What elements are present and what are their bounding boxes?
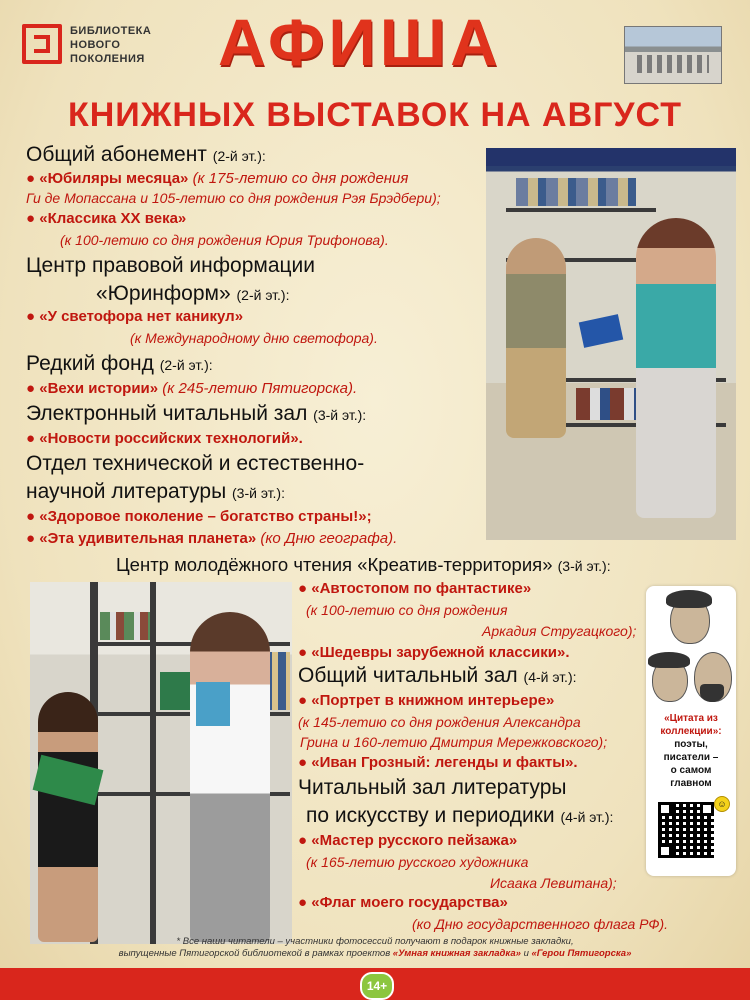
- exhibition-item: ● «Вехи истории» (к 245-летию Пятигорска).: [26, 380, 358, 397]
- exhibition-note: (к 165-летию русского художника: [306, 854, 529, 870]
- exhibition-note: (ко Дню государственного флага РФ).: [412, 916, 669, 932]
- age-rating-badge: 14+: [360, 972, 394, 1000]
- exhibition-note: Ги де Мопассана и 105-летию со дня рождения Рэя Брэдбери);: [26, 190, 441, 206]
- qr-code[interactable]: [656, 800, 716, 860]
- exhibition-item: ● «Новости российских технологий».: [26, 430, 303, 447]
- dept-technical-literature: Отдел технической и естественно-: [26, 452, 365, 475]
- exhibition-item: ● «Иван Грозный: легенды и факты».: [298, 754, 578, 771]
- dept-youth-reading-center: Центр молодёжного чтения «Креатив-территория» (3-й эт.):: [116, 554, 611, 575]
- exhibition-item: ● «Юбиляры месяца» (к 175-летию со дня рождения: [26, 170, 409, 187]
- smiley-icon: ☺: [714, 796, 730, 812]
- footnote: * Все наши читатели – участники фотосессий получают в подарок книжные закладки, выпущенные Пятигорской библиотекой в рамках проектов «Умная книжная закладка» и «Герои Пятигорска»: [118, 936, 632, 959]
- exhibition-note: Исаака Левитана);: [490, 875, 617, 891]
- exhibition-note: (к Международному дню светофора).: [130, 330, 378, 346]
- exhibition-note: Грина и 160-летию Дмитрия Мережковского);: [300, 734, 608, 750]
- dept-art-periodicals-2: по искусству и периодики (4-й эт.):: [306, 804, 614, 827]
- dept-general-lending: Общий абонемент (2-й эт.):: [26, 143, 266, 166]
- exhibition-item: ● «Флаг моего государства»: [298, 894, 508, 911]
- dept-rare-books: Редкий фонд (2-й эт.):: [26, 352, 213, 375]
- exhibition-note: (к 100-летию со дня рождения Юрия Трифонова).: [60, 232, 389, 248]
- dept-legal-info-name: «Юринформ» (2-й эт.):: [96, 282, 290, 305]
- page-title: АФИША: [218, 5, 502, 79]
- dept-technical-literature-2: научной литературы (3-й эт.):: [26, 480, 285, 503]
- exhibition-note: Аркадия Стругацкого);: [482, 623, 637, 639]
- exhibition-note: (к 100-летию со дня рождения: [306, 602, 508, 618]
- exhibition-note: (к 145-летию со дня рождения Александра: [298, 714, 581, 730]
- dept-general-reading-room: Общий читальный зал (4-й эт.):: [298, 664, 577, 687]
- library-building-photo: [624, 26, 722, 84]
- dept-legal-info: Центр правовой информации: [26, 254, 316, 277]
- exhibition-item: ● «У светофора нет каникул»: [26, 308, 244, 325]
- quote-collection-panel: [646, 586, 736, 876]
- exhibition-item: ● «Мастер русского пейзажа»: [298, 832, 518, 849]
- quote-collection-caption: «Цитата из коллекции»: поэты, писатели – о самом главном: [660, 713, 722, 789]
- exhibition-item: ● «Эта удивительная планета» (ко Дню географа).: [26, 530, 398, 547]
- photo-girls-with-books: [30, 582, 292, 944]
- dept-electronic-reading-room: Электронный читальный зал (3-й эт.):: [26, 402, 367, 425]
- exhibition-item: ● «Классика ХХ века»: [26, 210, 187, 227]
- library-logo-text: БИБЛИОТЕКА НОВОГО ПОКОЛЕНИЯ: [70, 25, 152, 65]
- exhibition-item: ● «Портрет в книжном интерьере»: [298, 692, 555, 709]
- photo-librarian-and-boy: [486, 148, 736, 540]
- exhibition-item: ● «Автостопом по фантастике»: [298, 580, 532, 597]
- library-logo-icon: [22, 24, 62, 64]
- exhibition-item: ● «Здоровое поколение – богатство страны!»;: [26, 508, 372, 525]
- dept-art-periodicals: Читальный зал литературы: [298, 776, 567, 799]
- page-subtitle: КНИЖНЫХ ВЫСТАВОК НА АВГУСТ: [67, 96, 683, 134]
- exhibition-item: ● «Шедевры зарубежной классики».: [298, 644, 570, 661]
